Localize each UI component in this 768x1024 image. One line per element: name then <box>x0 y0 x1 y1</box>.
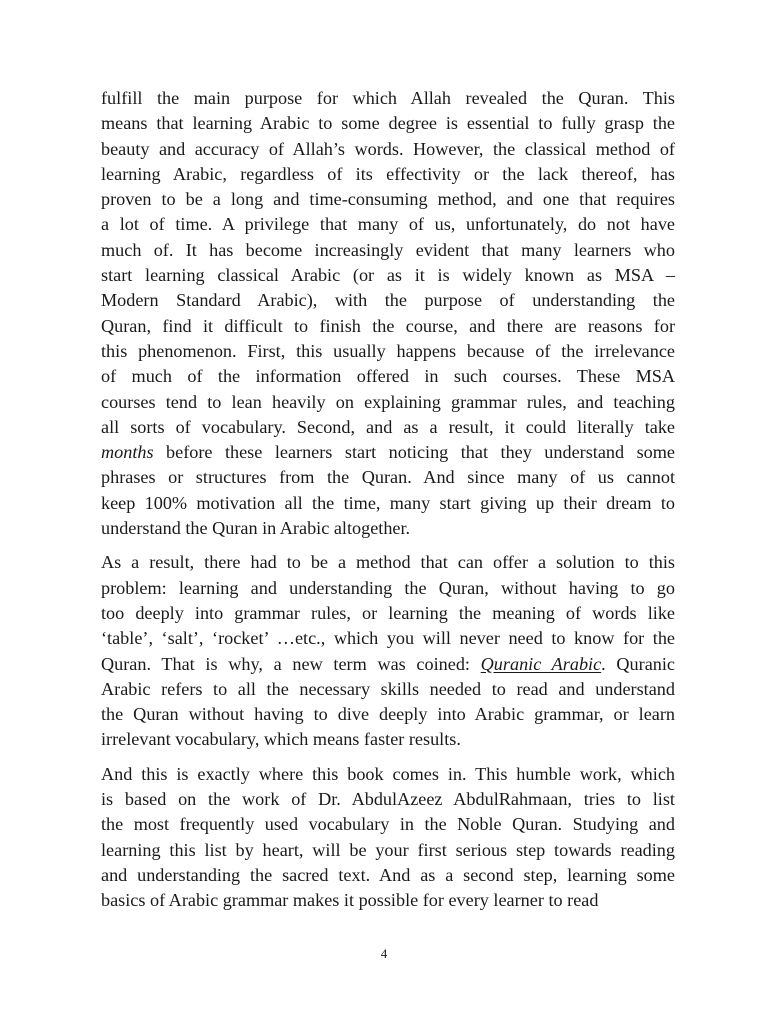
text-run: proven to be a long and time-consuming method, and one that requires <box>101 189 675 210</box>
text-run: learning Arabic, regardless of its effectivity or the lack thereof, has <box>101 163 675 184</box>
text-line <box>101 86 675 111</box>
text-line <box>101 626 675 651</box>
text-line <box>101 390 675 415</box>
text-line <box>101 787 675 812</box>
text-run: courses tend to lean heavily on explaining grammar rules, and teaching <box>101 391 675 412</box>
text-line <box>101 415 675 440</box>
text-line <box>101 440 675 465</box>
text-run: of much of the information offered in such courses. These MSA <box>101 366 675 387</box>
text-line <box>101 238 675 263</box>
text-line <box>101 162 675 187</box>
text-line <box>101 263 675 288</box>
text-run: before these learners start noticing that they understand some <box>153 442 675 463</box>
text-line <box>101 601 675 626</box>
text-run: learning this list by heart, will be your first serious step towards reading <box>101 839 675 860</box>
text-run: the most frequently used vocabulary in the Noble Quran. Studying and <box>101 814 675 835</box>
underlined-italic-term: Quranic Arabic <box>480 653 602 674</box>
text-line <box>101 727 675 752</box>
text-line <box>101 516 675 541</box>
text-run: all sorts of vocabulary. Second, and as a result, it could literally take <box>101 416 675 437</box>
page-number: 4 <box>380 946 388 961</box>
text-run: start learning classical Arabic (or as it is widely known as MSA – <box>101 265 675 286</box>
text-line <box>101 762 675 787</box>
text-line <box>101 314 675 339</box>
text-line <box>101 339 675 364</box>
text-run: Quran. That is why, a new term was coined: <box>101 653 481 674</box>
text-run: Quran, find it difficult to finish the course, and there are reasons for <box>101 315 675 336</box>
text-run: and understanding the sacred text. And as a second step, learning some <box>101 864 675 885</box>
text-run: too deeply into grammar rules, or learning the meaning of words like <box>101 602 675 623</box>
text-run: Arabic refers to all the necessary skills needed to read and understand <box>101 678 675 699</box>
text-run: much of. It has become increasingly evident that many learners who <box>101 239 675 260</box>
body-text <box>101 86 675 923</box>
text-line <box>101 288 675 313</box>
text-run: problem: learning and understanding the Quran, without having to go <box>101 577 675 598</box>
text-line <box>101 677 675 702</box>
text-run: understand the Quran in Arabic altogether. <box>101 518 411 539</box>
paragraph <box>101 550 675 752</box>
text-line <box>101 364 675 389</box>
text-run: basics of Arabic grammar makes it possible for every learner to read <box>101 890 599 911</box>
text-line <box>101 111 675 136</box>
text-run: ‘table’, ‘salt’, ‘rocket’ …etc., which you will never need to know for the <box>101 628 675 649</box>
text-run: keep 100% motivation all the time, many start giving up their dream to <box>101 492 675 513</box>
text-run: As a result, there had to be a method that can offer a solution to this <box>101 552 675 573</box>
text-run: is based on the work of Dr. AbdulAzeez AbdulRahmaan, tries to list <box>101 789 675 810</box>
text-line <box>101 550 675 575</box>
text-line <box>101 652 675 677</box>
text-line <box>101 465 675 490</box>
text-line <box>101 702 675 727</box>
text-line <box>101 863 675 888</box>
text-run: phrases or structures from the Quran. And since many of us cannot <box>101 467 675 488</box>
text-run: beauty and accuracy of Allah’s words. However, the classical method of <box>101 138 675 159</box>
text-run: means that learning Arabic to some degree is essential to fully grasp the <box>101 113 675 134</box>
text-line <box>101 838 675 863</box>
text-run: irrelevant vocabulary, which means faster results. <box>101 729 461 750</box>
text-line <box>101 137 675 162</box>
text-run: Modern Standard Arabic), with the purpose of understanding the <box>101 290 675 311</box>
text-run: . Quranic <box>601 653 675 674</box>
text-line <box>101 888 675 913</box>
italic-emphasis: months <box>101 442 154 463</box>
paragraph <box>101 762 675 914</box>
text-line <box>101 187 675 212</box>
text-run: fulfill the main purpose for which Allah revealed the Quran. This <box>101 88 675 108</box>
text-line <box>101 576 675 601</box>
text-line <box>101 212 675 237</box>
text-run: this phenomenon. First, this usually happens because of the irrelevance <box>101 340 675 361</box>
paragraph <box>101 86 675 541</box>
text-run: the Quran without having to dive deeply into Arabic grammar, or learn <box>101 704 675 725</box>
text-line <box>101 491 675 516</box>
text-line <box>101 812 675 837</box>
text-run: And this is exactly where this book comes in. This humble work, which <box>101 763 675 784</box>
text-run: a lot of time. A privilege that many of us, unfortunately, do not have <box>101 214 675 235</box>
